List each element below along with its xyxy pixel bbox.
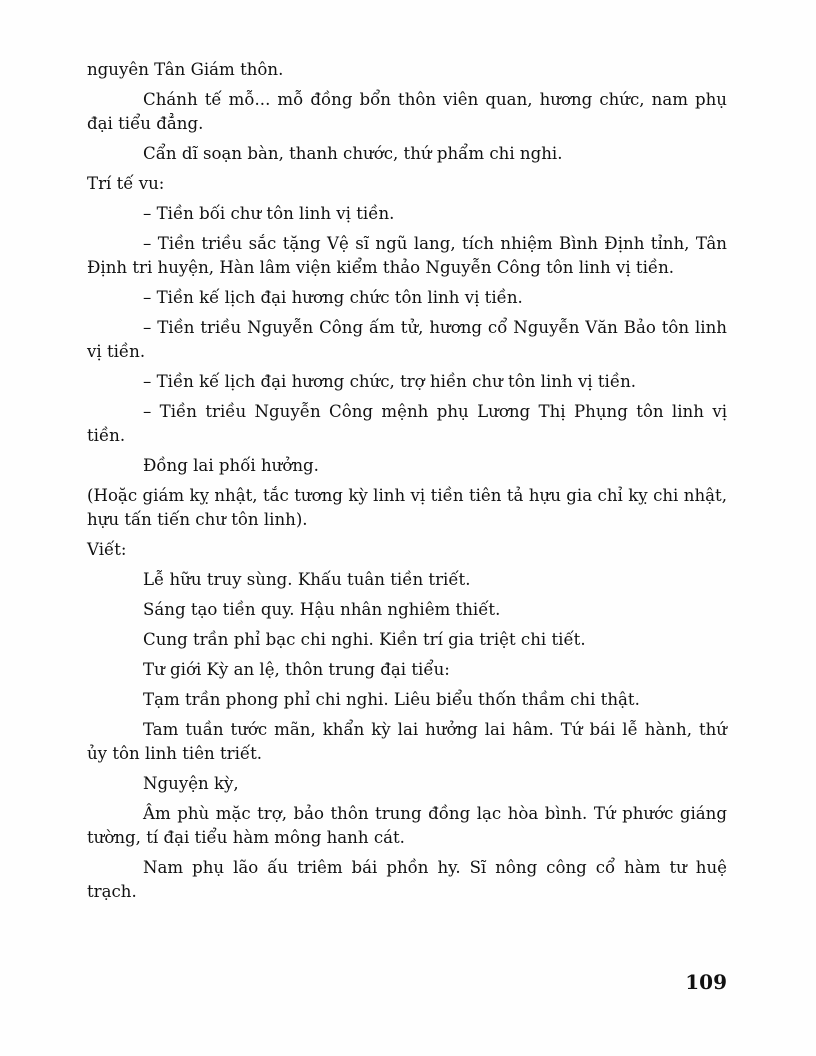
paragraph: Chánh tế mỗ... mỗ đồng bổn thôn viên quan, hương chức, nam phụ đại tiểu đẳng. [87, 90, 727, 133]
paragraph: Trí tế vu: [87, 174, 165, 193]
paragraph: Đồng lai phối hưởng. [143, 456, 319, 475]
paragraph: nguyên Tân Giám thôn. [87, 60, 284, 79]
paragraph: – Tiền triều Nguyễn Công mệnh phụ Lương Thị Phụng tôn linh vị tiền. [87, 402, 727, 445]
paragraph: (Hoặc giám kỵ nhật, tắc tương kỳ linh vị tiền tiên tả hựu gia chỉ kỵ chi nhật, hựu tấn tiến chư tôn linh). [87, 486, 727, 529]
paragraph: Lễ hữu truy sùng. Khấu tuân tiền triết. [143, 570, 471, 589]
paragraph: – Tiền triều Nguyễn Công ấm tử, hương cổ Nguyễn Văn Bảo tôn linh vị tiền. [87, 318, 727, 361]
paragraph: – Tiền bối chư tôn linh vị tiền. [143, 204, 395, 223]
paragraph: Viết: [87, 540, 127, 559]
paragraph: Nguyện kỳ, [143, 774, 239, 793]
page-body [87, 58, 727, 904]
paragraph: Tạm trần phong phỉ chi nghi. Liêu biểu thốn thầm chi thật. [143, 690, 640, 709]
paragraph: Tư giới Kỳ an lệ, thôn trung đại tiểu: [143, 660, 450, 679]
paragraph: Cẩn dĩ soạn bàn, thanh chước, thứ phẩm chi nghi. [143, 144, 563, 163]
paragraph: Tam tuần tước mãn, khẩn kỳ lai hưởng lai hâm. Tứ bái lễ hành, thứ ủy tôn linh tiên triết. [87, 720, 727, 763]
paragraph: Nam phụ lão ấu triêm bái phồn hy. Sĩ nông công cổ hàm tư huệ trạch. [87, 858, 727, 901]
paragraph: – Tiền triều sắc tặng Vệ sĩ ngũ lang, tích nhiệm Bình Định tỉnh, Tân Định tri huyện, Hàn lâm viện kiểm thảo Nguyễn Công tôn linh vị tiền. [87, 234, 727, 277]
paragraph: – Tiền kế lịch đại hương chức tôn linh vị tiền. [143, 288, 523, 307]
page-number: 109 [685, 970, 727, 994]
paragraph: Âm phù mặc trợ, bảo thôn trung đồng lạc hòa bình. Tứ phước giáng tường, tí đại tiểu hàm mông hanh cát. [87, 804, 727, 847]
paragraph: Cung trần phỉ bạc chi nghi. Kiền trí gia triệt chi tiết. [143, 630, 586, 649]
paragraph: Sáng tạo tiền quy. Hậu nhân nghiêm thiết. [143, 600, 501, 619]
paragraph: – Tiền kế lịch đại hương chức, trợ hiền chư tôn linh vị tiền. [143, 372, 637, 391]
